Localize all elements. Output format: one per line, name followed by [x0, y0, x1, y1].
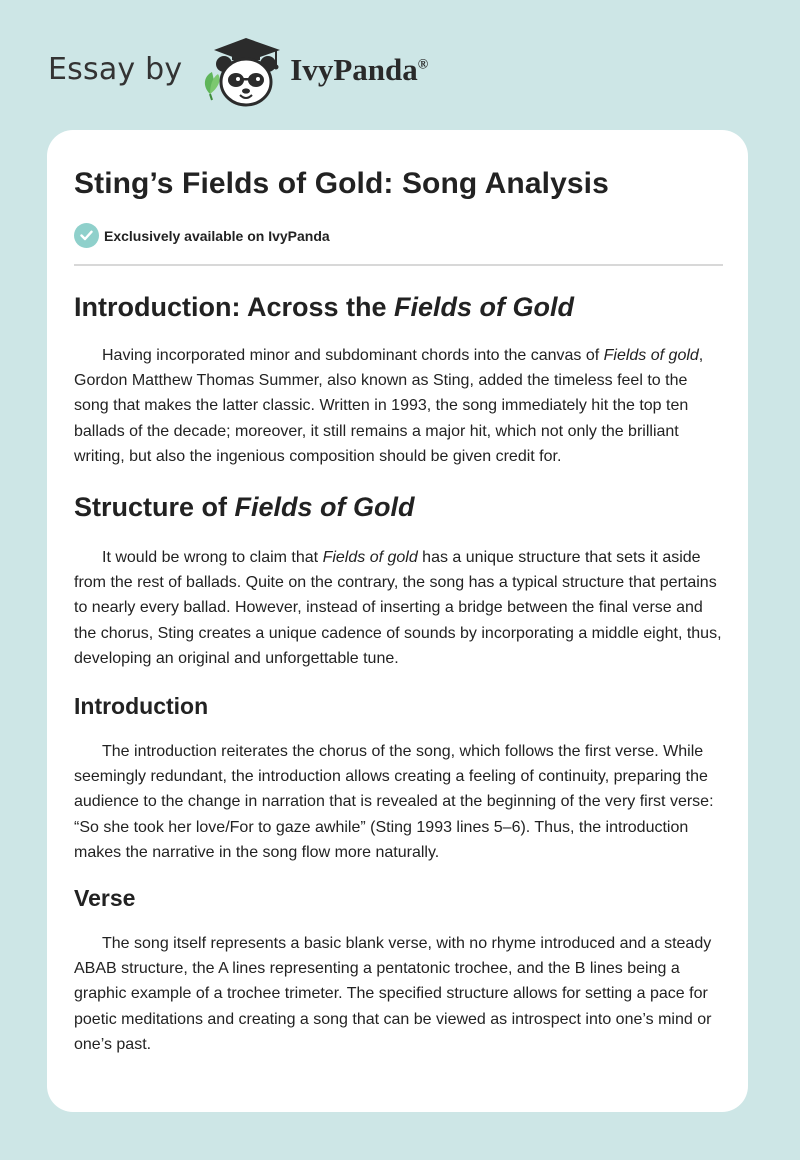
- registered-mark: ®: [417, 57, 429, 73]
- paragraph-structure: It would be wrong to claim that Fields of gold has a unique structure that sets it aside from the rest of ballads. Quite on the contrary, the song has a typical structure that pertains to nearly every ballad. However, instead of inserting a bridge between the final verse and the chorus, Sting creates a unique cadence of sounds by incorporating a middle eight, thus, developing an original and unforgettable tune.: [74, 549, 722, 667]
- essay-by-label: Essay by: [48, 51, 183, 87]
- panda-logo-icon[interactable]: [196, 34, 288, 110]
- page-title: Sting’s Fields of Gold: Song Analysis: [74, 167, 609, 200]
- exclusive-badge: [74, 223, 722, 248]
- subheading-introduction: Introduction: [74, 693, 209, 720]
- exclusive-badge-label: Exclusively available on IvyPanda: [104, 227, 330, 244]
- paragraph-verse: The song itself represents a basic blank verse, with no rhyme introduced and a steady ABAB structure, the A lines representing a pentatonic trochee, and the B lines being a graphic example of a trochee trimeter. The specified structure allows for setting a pace for poetic meditations and creating a song that can be viewed as introspect into one’s mind or one’s past.: [74, 935, 712, 1053]
- check-icon: [74, 223, 99, 248]
- paragraph-introduction: The introduction reiterates the chorus of the song, which follows the first verse. While seemingly redundant, the introduction allows creating a feeling of continuity, preparing the audience to the change in narration that is revealed at the beginning of the very first verse: “So she took her love/For to gaze awhile” (Sting 1993 lines 5–6). Thus, the introduction makes the narrative in the song flow more naturally.: [74, 743, 714, 861]
- paragraph-intro-fields: Having incorporated minor and subdominant chords into the canvas of Fields of gold, Gordon Matthew Thomas Summer, also known as Sting, added the timeless feel to the song that makes the latter classic. Written in 1993, the song immediately hit the top ten ballads of the decade; moreover, it still remains a major hit, which not only the brilliant writing, but also the ingenious composition should be given credit for.: [74, 347, 704, 465]
- site-header: [48, 34, 428, 110]
- brand-name[interactable]: IvyPanda®: [290, 52, 429, 87]
- title-divider: [74, 264, 723, 266]
- subheading-verse: Verse: [74, 885, 136, 912]
- section-heading-intro-fields: Introduction: Across the Fields of Gold: [74, 292, 575, 322]
- section-heading-structure: Structure of Fields of Gold: [74, 492, 415, 523]
- essay-card: [47, 130, 748, 1112]
